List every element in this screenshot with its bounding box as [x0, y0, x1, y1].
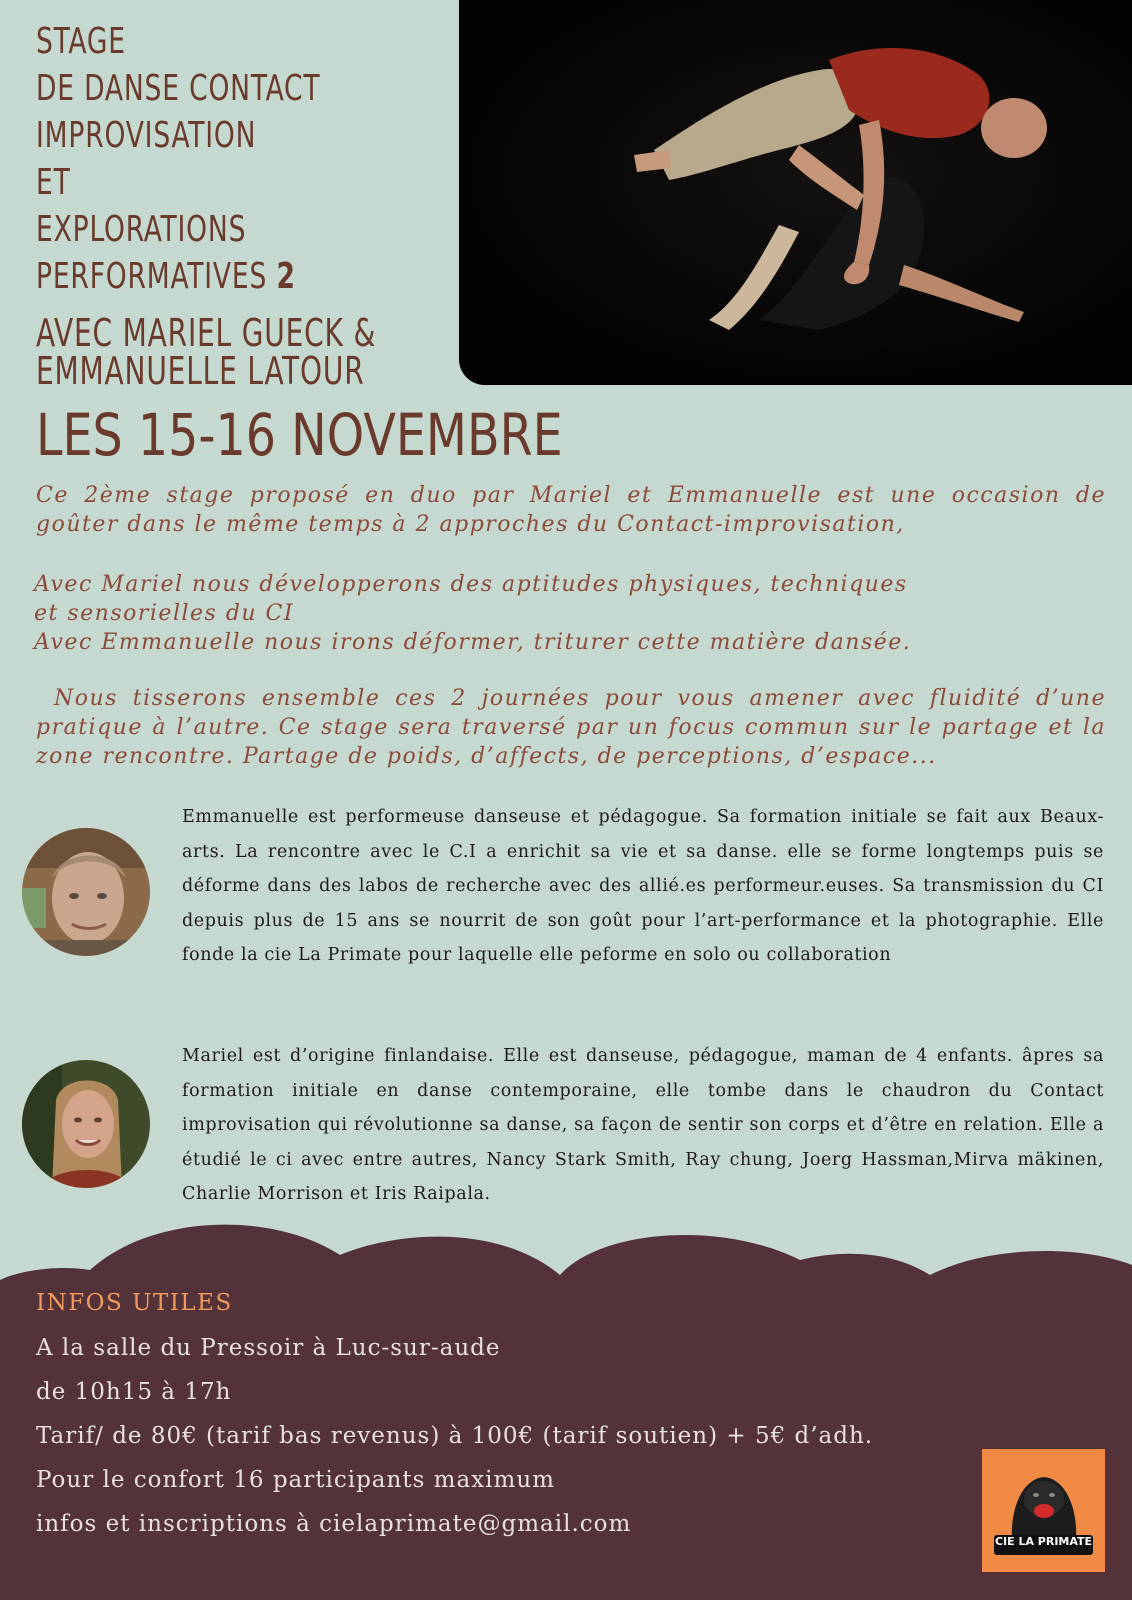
intro-paragraph-2	[34, 570, 1104, 657]
title-line-2: DE DANSE CONTACT	[36, 68, 321, 109]
title-line-1: STAGE	[36, 21, 126, 62]
bio-emmanuelle: Emmanuelle est performeuse danseuse et pédagogue. Sa formation initiale se fait aux Beaux-arts. La rencontre avec le C.I a enrichit sa vie et sa danse. elle se forme longtemps puis se déforme dans des labos de recherche avec des allié.es performeur.euses. Sa transmission du CI depuis plus de 15 ans se nourrit de son goût pour l’art-performance et la photographie. Elle fonde la cie La Primate pour laquelle elle peforme en solo ou collaboration	[182, 807, 1104, 965]
intro-text-3: Nous tisserons ensemble ces 2 journées pour vous amener avec fluidité d’une pratique à l’autre. Ce stage sera traversé par un focus commun sur le partage et la zone rencontre. Partage de poids, d’affects, de perceptions, d’espace...	[36, 686, 1106, 769]
info-price: Tarif/ de 80€ (tarif bas revenus) à 100€ (tarif soutien) + 5€ d’adh.	[36, 1423, 874, 1449]
title-line-6-text: PERFORMATIVES	[36, 256, 268, 297]
intro-text-2a: Avec Mariel nous développerons des aptitudes physiques, techniques	[34, 572, 908, 597]
info-location: A la salle du Pressoir à Luc-sur-aude	[36, 1335, 501, 1361]
avatar-emmanuelle	[22, 828, 150, 956]
portrait-emmanuelle-icon	[22, 828, 150, 956]
info-capacity: Pour le confort 16 participants maximum	[36, 1467, 555, 1493]
dance-photo	[459, 0, 1132, 385]
intro-text-1: Ce 2ème stage proposé en duo par Mariel et Emmanuelle est une occasion de goûter dans le même temps à 2 approches du Contact-improvisation,	[36, 483, 1106, 537]
avatar-mariel	[22, 1060, 150, 1188]
info-hours: de 10h15 à 17h	[36, 1379, 232, 1405]
teachers-line-1: AVEC MARIEL GUECK &	[36, 311, 377, 355]
teachers-line-2: EMMANUELLE LATOUR	[36, 349, 365, 393]
teachers-block	[36, 311, 456, 393]
dancers-illustration	[459, 0, 1132, 385]
portrait-mariel-icon	[22, 1060, 150, 1188]
title-line-6	[36, 253, 380, 300]
infos-section	[36, 1288, 1036, 1546]
logo-tagline: BEAST IN TOWN	[1017, 1550, 1070, 1556]
intro-paragraph-3	[36, 684, 1106, 771]
title-block	[36, 18, 456, 393]
intro-text-2c: Avec Emmanuelle nous irons déformer, triturer cette matière dansée.	[34, 630, 912, 655]
title-line-3: IMPROVISATION	[36, 115, 257, 156]
bio-mariel: Mariel est d’origine finlandaise. Elle est danseuse, pédagogue, maman de 4 enfants. âpres sa formation initiale en danse contemporaine, elle tombe dans le chaudron du Contact improvisation qui révolutionne sa danse, sa façon de sentir son corps et d’être en relation. Elle a étudié le ci avec entre autres, Nancy Stark Smith, Ray chung, Joerg Hassman,Mirva mäkinen, Charlie Morrison et Iris Raipala.	[182, 1046, 1104, 1204]
logo-name: CIE LA PRIMATE	[994, 1535, 1093, 1555]
infos-title: INFOS UTILES	[36, 1290, 233, 1316]
event-date: LES 15-16 NOVEMBRE	[36, 401, 563, 469]
cie-la-primate-logo	[982, 1449, 1105, 1572]
title-line-4: ET	[36, 162, 71, 203]
info-contact: infos et inscriptions à cielaprimate@gmail.com	[36, 1511, 632, 1537]
intro-text-2b: et sensorielles du CI	[34, 601, 295, 626]
intro-paragraph-1	[36, 481, 1106, 539]
title-line-5: EXPLORATIONS	[36, 209, 247, 250]
edition-number: 2	[276, 256, 296, 297]
